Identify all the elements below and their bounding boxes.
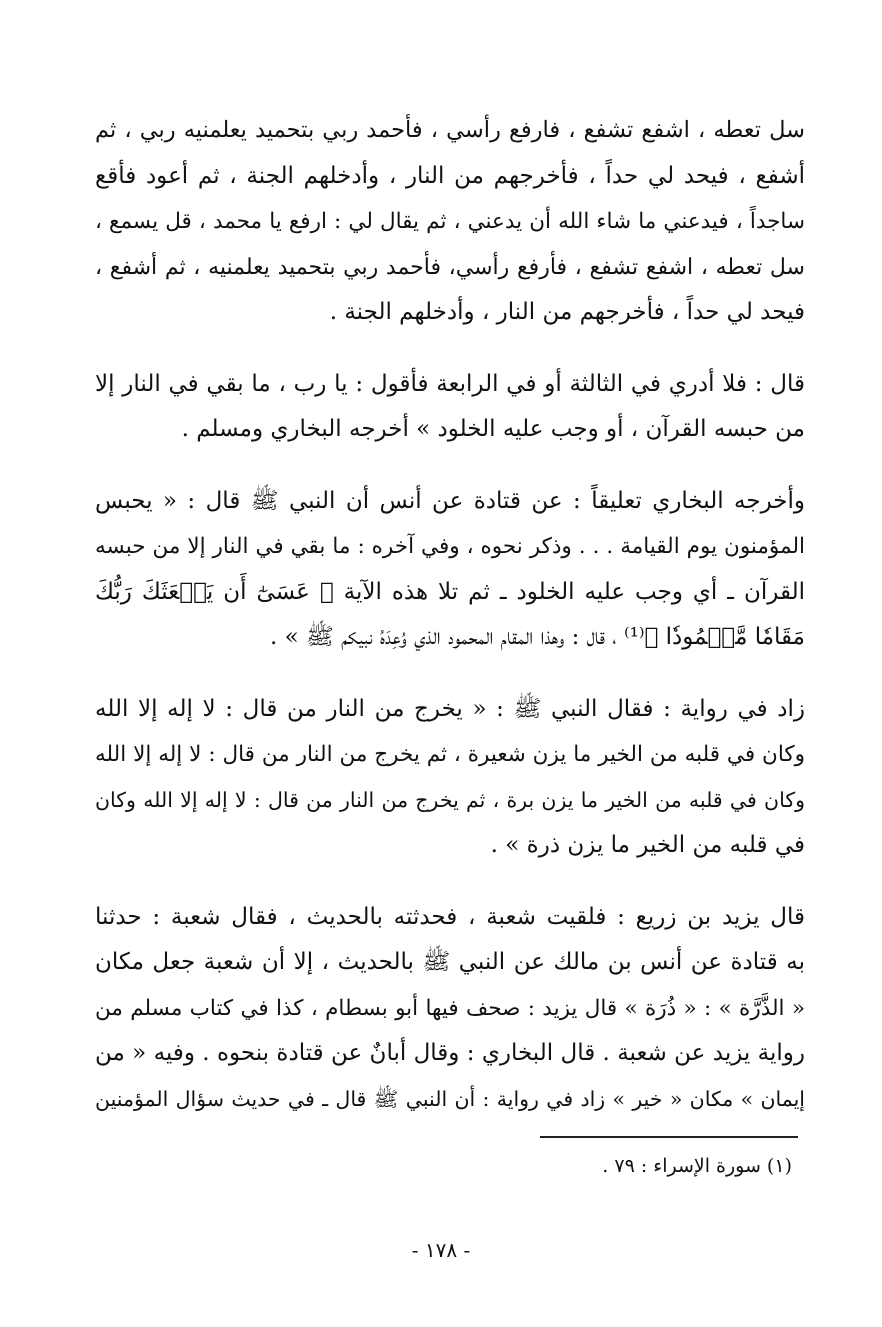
text-line: القرآن ـ أي وجب عليه الخلود ـ ثم تلا هذه الآية ﴿ عَسَىٰٓ أَن يَبۡعَثَكَ رَبُّكَ — [95, 578, 805, 605]
text-line: فيحد لي حداً ، فأخرجهم من النار ، وأدخلهم الجنة . — [329, 299, 805, 325]
text-line: أشفع ، فيحد لي حداً ، فأخرجهم من النار ، وأدخلهم الجنة ، ثم أعود فأقع — [95, 162, 805, 189]
text-line: المؤمنون يوم القيامة . . . وذكر نحوه ، وفي آخره : ما بقي في النار إلا من حبسه — [95, 534, 805, 559]
footnote-divider — [540, 1136, 798, 1138]
text-line: في قلبه من الخير ما يزن ذرة » . — [490, 832, 805, 858]
text-line: من حبسه القرآن ، أو وجب عليه الخلود » أخرجه البخاري ومسلم . — [181, 416, 805, 442]
paragraph — [95, 895, 805, 1123]
footnote: (١) سورة الإسراء : ٧٩ . — [602, 1155, 792, 1177]
text-line: رواية يزيد عن شعبة . قال البخاري : وقال أبانٌ عن قتادة بنحوه . وفيه « من — [95, 1040, 805, 1066]
text-line: به قتادة عن أنس بن مالك عن النبي ﷺ بالحديث ، إلا أن شعبة جعل مكان — [95, 949, 805, 975]
text-line: ساجداً ، فيدعني ما شاء الله أن يدعني ، ثم يقال لي : ارفع يا محمد ، قل يسمع ، — [95, 209, 805, 234]
text-line: قال يزيد بن زريع : فلقيت شعبة ، فحدثته بالحديث ، فقال شعبة : حدثنا — [95, 903, 805, 930]
text-line: زاد في رواية : فقال النبي ﷺ : « يخرج من النار من قال : لا إله إلا الله — [95, 695, 805, 722]
paragraph — [95, 687, 805, 869]
text-line: سل تعطه ، اشفع تشفع ، فأرفع رأسي، فأحمد ربي بتحميد يعلمنيه ، ثم أشفع ، — [95, 254, 805, 280]
text-line: سل تعطه ، اشفع تشفع ، فارفع رأسي ، فأحمد ربي بتحميد يعلمنيه ربي ، ثم — [95, 117, 805, 143]
paragraph — [95, 479, 805, 661]
page-body — [95, 108, 805, 1148]
paragraph — [95, 362, 805, 453]
paragraph — [95, 108, 805, 336]
text-line: وأخرجه البخاري تعليقاً : عن قتادة عن أنس أن النبي ﷺ قال : « يحبس — [95, 487, 805, 514]
text-line: مَقَامٗا مَّحۡمُودٗا ﴾⁽¹⁾ ، قال : وهذا المقام المحمود الذي وُعِدَهُ نبيكم ﷺ » . — [270, 624, 805, 650]
text-line: إيمان » مكان « خير » زاد في رواية : أن النبي ﷺ قال ـ في حديث سؤال المؤمنين — [95, 1086, 805, 1111]
text-line: « الذَّرَّة » : « ذُرَة » قال يزيد : صحف فيها أبو بسطام ، كذا في كتاب مسلم من — [95, 995, 805, 1021]
text-line: وكان في قلبه من الخير ما يزن برة ، ثم يخرج من النار من قال : لا إله إلا الله وكان — [95, 787, 805, 812]
text-line: وكان في قلبه من الخير ما يزن شعيرة ، ثم يخرج من النار من قال : لا إله إلا الله — [95, 742, 805, 767]
page-number: - ١٧٨ - — [411, 1238, 471, 1262]
text-line: قال : فلا أدري في الثالثة أو في الرابعة فأقول : يا رب ، ما بقي في النار إلا — [95, 370, 805, 397]
